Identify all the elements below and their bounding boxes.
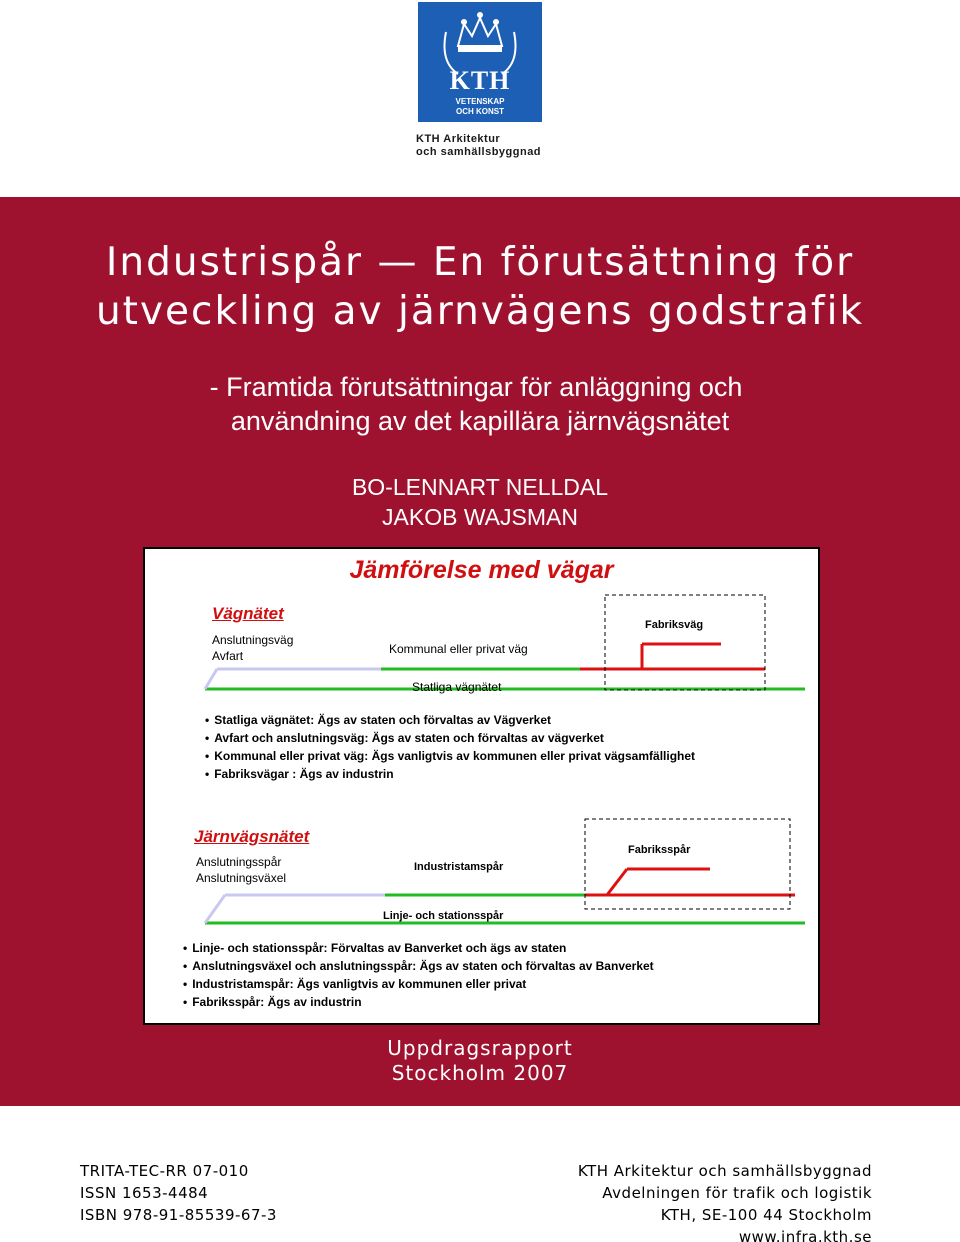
footer-division: Avdelningen för trafik och logistik [602, 1184, 872, 1202]
rail-label-factory: Fabriksspår [628, 844, 691, 856]
connection-switch [205, 895, 225, 923]
footer-isbn: ISBN 978-91-85539-67-3 [80, 1206, 277, 1224]
rail-label-industry: Industristamspår [414, 861, 504, 873]
logo-line1: VETENSKAP [455, 97, 505, 106]
rail-bullet: • Linje- och stationsspår: Förvaltas av Banverket och ägs av staten [183, 939, 654, 957]
road-bullet: • Fabriksvägar : Ägs av industrin [205, 765, 695, 783]
logo-kth-text: KTH [449, 66, 511, 95]
author-1: BO-LENNART NELLDAL [351, 474, 609, 500]
comparison-figure [143, 547, 820, 1025]
subtitle-line2: användning av det kapillära järnvägsnätet [230, 406, 730, 436]
footer-postal: KTH, SE-100 44 Stockholm [660, 1206, 872, 1224]
rail-heading: Järnvägsnätet [194, 827, 310, 846]
footer-website[interactable]: www.infra.kth.se [738, 1228, 872, 1242]
logo-line2: OCH KONST [456, 107, 504, 116]
rail-label-switch: Anslutningsväxel [196, 871, 287, 885]
footer-address [578, 1160, 872, 1242]
road-heading: Vägnätet [212, 604, 284, 623]
footer-trita: TRITA-TEC-RR 07-010 [80, 1162, 249, 1180]
exit-road-line [205, 669, 217, 689]
figure-title: Jämförelse med vägar [349, 556, 614, 584]
road-label-factory: Fabriksväg [645, 619, 704, 631]
road-bullet: • Statliga vägnätet: Ägs av staten och förvaltas av Vägverket [205, 711, 695, 729]
rail-bullet: • Fabriksspår: Ägs av industrin [183, 993, 654, 1011]
road-label-state: Statliga vägnätet [412, 680, 502, 694]
author-2: JAKOB WAJSMAN [382, 504, 578, 530]
subtitle-line1: - Framtida förutsättningar för anläggning och [209, 372, 743, 402]
department-line1: KTH Arkitektur [416, 133, 501, 145]
footer-issn: ISSN 1653-4484 [80, 1184, 209, 1202]
footer-school: KTH Arkitektur och samhällsbyggnad [577, 1162, 872, 1180]
road-bullet: • Kommunal eller privat väg: Ägs vanligtvis av kommunen eller privat vägsamfällighet [205, 747, 695, 765]
rail-label-connection: Anslutningsspår [196, 855, 282, 869]
rail-bullet-list [183, 939, 654, 1011]
report-type: Uppdragsrapport [387, 1036, 573, 1060]
kth-logo [418, 2, 542, 122]
road-label-exit: Avfart [212, 649, 244, 663]
department-label [416, 133, 541, 159]
title-line1: Industrispår — En förutsättning för [105, 240, 855, 285]
rail-label-line: Linje- och stationsspår [383, 910, 504, 922]
road-label-municipal: Kommunal eller privat väg [389, 642, 528, 656]
report-place-year: Stockholm 2007 [391, 1061, 569, 1085]
title-line2: utveckling av järnvägens godstrafik [95, 289, 865, 334]
road-bullet: • Avfart och anslutningsväg: Ägs av staten och förvaltas av vägverket [205, 729, 695, 747]
factory-switch [607, 869, 627, 895]
department-line2: och samhällsbyggnad [416, 146, 542, 158]
road-label-connection: Anslutningsväg [212, 633, 294, 647]
rail-bullet: • Anslutningsväxel och anslutningsspår: Ägs av staten och förvaltas av Banverket [183, 957, 654, 975]
rail-bullet: • Industristamspår: Ägs vanligtvis av kommunen eller privat [183, 975, 654, 993]
footer-identifiers [80, 1160, 277, 1226]
road-bullet-list [205, 711, 695, 783]
